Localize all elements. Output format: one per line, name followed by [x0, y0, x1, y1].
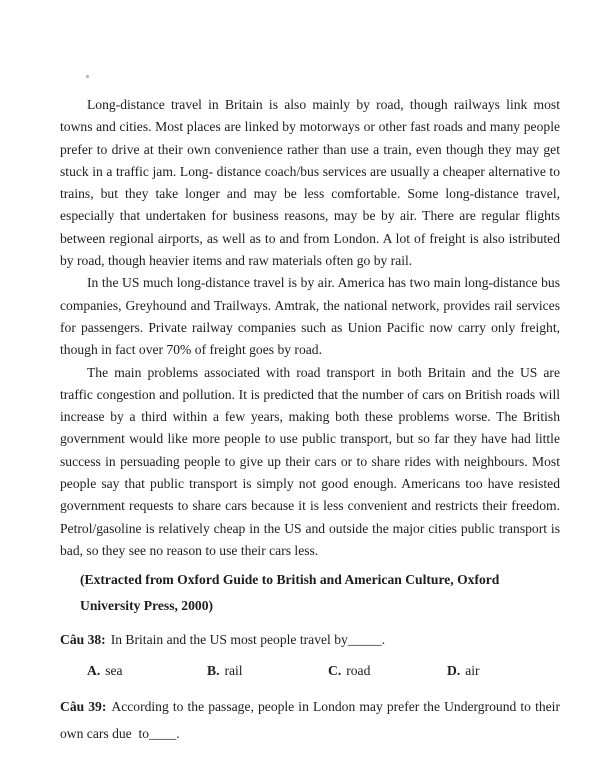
option-b [207, 657, 328, 684]
option-c [328, 657, 447, 684]
option-a [87, 657, 207, 684]
question-39-number: Câu 39: [60, 699, 107, 715]
option-d [447, 657, 560, 684]
question-38 [60, 626, 560, 653]
source-line-2: University Press, 2000) [80, 598, 214, 614]
passage-paragraph-1: Long-distance travel in Britain is also mainly by road, though railways link most towns and cities. Most places are linked by motorways or other fast roads and many people prefer to drive at their own convenience rather than use a train, even though they may get stuck in a traffic jam. Long- distance coach/bus services are usually a cheaper alternative to trains, but they take longer and may be less comfortable. Some long-distance travel, especially that undertaken for business reasons, may be by air. There are regular flights between regional airports, as well as to and from London. A lot of freight is also istributed by road, though heavier items and raw materials often go by rail. [60, 97, 560, 269]
option-c-text: road [346, 663, 371, 679]
option-d-text: air [465, 663, 480, 679]
question-38-options [60, 657, 560, 684]
option-a-text: sea [105, 663, 123, 679]
question-38-text: In Britain and the US most people travel by_____. [110, 632, 386, 648]
passage-paragraph-2: In the US much long-distance travel is by air. America has two main long-distance bus companies, Greyhound and Trailways. Amtrak, the national network, provides rail services for passengers. Private railway companies such as Union Pacific now carry only freight, though in fact over 70% of freight goes by road. [60, 275, 560, 358]
reading-passage [60, 94, 560, 562]
option-b-text: rail [224, 663, 243, 679]
question-38-number: Câu 38: [60, 632, 106, 648]
source-line-1: (Extracted from Oxford Guide to British and American Culture, Oxford [80, 572, 500, 588]
option-a-letter: A. [87, 663, 101, 679]
passage-paragraph-3: The main problems associated with road transport in both Britain and the US are traffic congestion and pollution. It is predicted that the number of cars on British roads will increase by a third within a few years, making both these problems worse. The British government would like more people to use public transport, but so far they have had little success in persuading people to give up their cars or to share rides with neighbours. Most people say that public transport is simply not good enough. Americans too have resisted government requests to share cars because it is less convenient and restricts their freedom. Petrol/gasoline is relatively cheap in the US and outside the major cities public transport is bad, so they see no reason to use their cars less. [60, 364, 560, 558]
question-39-text: According to the passage, people in London may prefer the Underground to their own cars due to____. [60, 699, 564, 742]
option-d-letter: D. [447, 663, 461, 679]
question-39 [60, 693, 564, 747]
stray-mark [86, 75, 89, 78]
option-c-letter: C. [328, 663, 342, 679]
option-b-letter: B. [207, 663, 220, 679]
page-content [60, 94, 564, 747]
passage-source-citation [80, 567, 560, 619]
